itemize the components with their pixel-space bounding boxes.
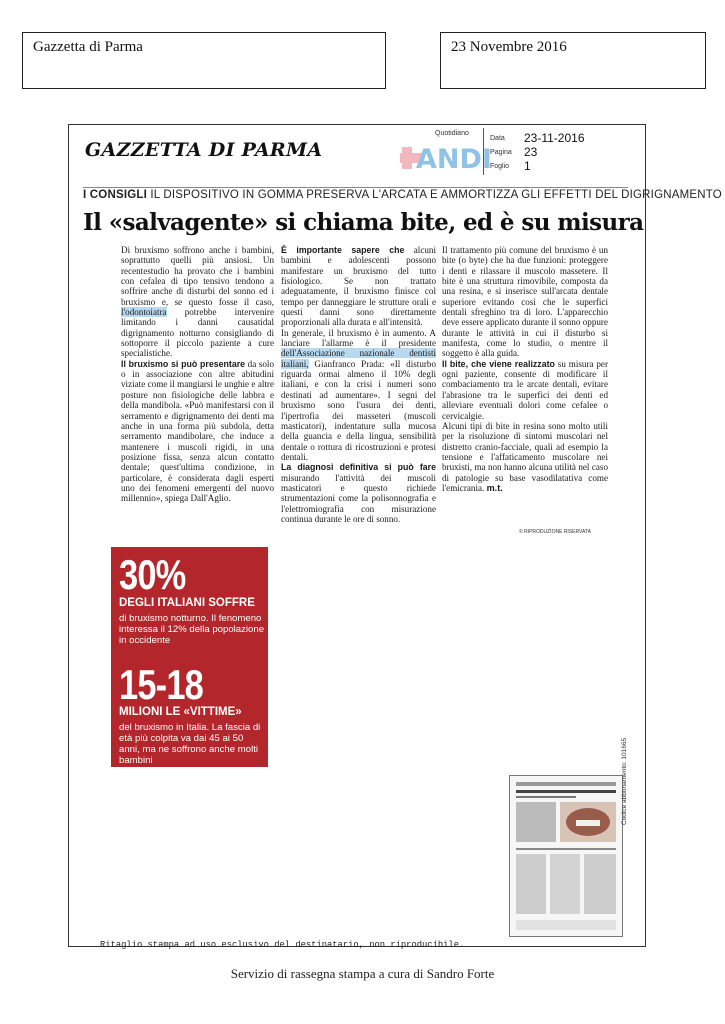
press-clipping: [68, 124, 722, 947]
text: In generale, il bruxismo è in aumento. A lanciare l'allarme è il presidente: [281, 327, 436, 349]
topic-line: [83, 189, 722, 201]
meta-data-label: Data: [490, 135, 505, 142]
text: Il trattamento più comune del bruxismo è un bite (o byte) che ha due funzioni: proteggere i denti e rilassare il muscolo massetere. Il bite è una struttura rimovibile, composta da una resina, e si inserisce sull'arcata dentale superiore evitando così che le superfici dentali sfreghino tra di loro. L'apparecchio deve essere applicato durante il sonno oppure durante le attività in cui il disturbo si manifesta, come lo studio, o mentre il soggetto è alla guida.: [442, 245, 608, 359]
stat-description: del bruxismo in Italia. La fascia di età più colpita va dai 45 ai 50 anni, ma ne soffrono anche molti bambini: [119, 722, 261, 766]
text: Alcuni tipi di bite in resina sono molto utili per la risoluzione di sintomi muscolari nel distretto cranio-facciale, quali ad esempio la tensione e l'affaticamento muscolare nei bruxisti, ma non hanno alcuna utilità nel caso di patologie su base vasodilatativa come l'emicrania.: [442, 420, 608, 493]
meta-pagina-label: Pagina: [490, 149, 512, 156]
signature: m.t.: [486, 482, 503, 493]
text: Di bruxismo soffrono anche i bambini, soprattutto quelli più ansiosi. Un recentestudio ha provato che i bambini con cefalea di tipo tensivo tendono a soffrire anche di disturbi del sonno ed i bruxismo e, se questo fosse il caso,: [121, 245, 274, 307]
paragraph-lead: Il bruxismo si può presentare: [121, 358, 246, 369]
thumb-col-a: [516, 854, 546, 914]
footer-credit: Servizio di rassegna stampa a cura di Sandro Forte: [230, 966, 495, 981]
text: potrebbe intervenire limitando i danni causatidal digrignamento notturno consigliando di sottoporre il piccolo paziente a cure specialistiche.: [121, 307, 274, 359]
meta-box: [483, 128, 634, 175]
stat-number: 15-18: [119, 661, 203, 708]
thumb-masthead: [516, 782, 616, 786]
paragraph: [281, 328, 436, 462]
stat-description: di bruxismo notturno. Il fenomeno interessa il 12% della popolazione in occidente: [119, 613, 265, 646]
paragraph: [442, 359, 608, 421]
topic-lead: I CONSIGLI: [83, 189, 147, 201]
page-thumbnail: [509, 775, 623, 937]
meta-pagina-value: 23: [524, 145, 538, 159]
paragraph: [121, 245, 274, 359]
text: alcuni bambini e adolescenti possono manifestare un bruxismo del tutto fisiologico. Se non trattato adeguatamente, il bruxismo finisce col tempo per danneggiare le strutture orali e questi danni sono direttamente proporzionali alla durata e all'intensità.: [281, 245, 436, 328]
subscription-code: Codice abbonamento: 101665: [621, 737, 628, 825]
quotidiano-label: Quotidiano: [435, 130, 469, 137]
thumb-subhead: [516, 796, 576, 798]
highlight: l'odontoiatra: [121, 307, 167, 318]
meta-foglio-value: 1: [524, 159, 531, 173]
thumb-headline: [516, 790, 616, 793]
highlight: dell'Associazione nazionale dentisti italiani,: [281, 348, 436, 369]
paragraph-lead: È importante sapere che: [281, 245, 405, 255]
topic-divider: [83, 187, 628, 188]
text: da solo o in associazione con altre abitudini viziate come il mangiarsi le unghie e altre posture non fisiologiche delle labbra e della mandibola. «Può manifestarsi con il serramento e digrignamento dei denti ma anche in una forma più subdola, detta serramento mandibolare, che induce a mantenere i muscoli rigidi, in una posizione fissa, senza alcun contatto dentale; quest'ultima condizione, in particolare, è considerata dagli esperti uno dei fenomeni emergenti del nuovo millennio», spiega Dall'Aglio.: [121, 358, 274, 504]
header-newspaper-box: [22, 32, 386, 89]
meta-foglio-label: Foglio: [490, 163, 510, 170]
article-column-1: [121, 245, 274, 504]
topic-text: IL DISPOSITIVO IN GOMMA PRESERVA L'ARCATA E AMMORTIZZA GLI EFFETTI DEL DIGRIGNAMENTO: [150, 189, 722, 201]
meta-data-value: 23-11-2016: [524, 131, 585, 145]
andi-logo-text: ANDI: [416, 144, 492, 175]
header-date-box: [440, 32, 706, 89]
header-date: 23 Novembre 2016: [451, 39, 567, 55]
paragraph-lead: Il bite, che viene realizzato: [442, 358, 555, 369]
thumb-footer: [516, 920, 616, 930]
stat-number: 30%: [119, 551, 186, 598]
stat-caption: MILIONI LE «VITTIME»: [119, 706, 242, 718]
text: Gianfranco Prada: «Il disturbo riguarda ormai almeno il 10% degli italiani, e con la crisi i numeri sono destinati ad aumentare». I segni del bruxismo sono l'usura dei denti, l'ipertrofia dei masseteri (muscoli masticatori), indentature sulla mucosa della guancia e della lingua, sensibilità dentale o rottura di ricostruzioni e protesi dentali.: [281, 358, 436, 462]
paragraph: [442, 245, 608, 359]
paragraph-lead: La diagnosi definitiva si può fare: [281, 462, 436, 473]
thumb-col-b: [550, 854, 580, 914]
article-column-2: [281, 245, 436, 524]
header-newspaper: Gazzetta di Parma: [33, 39, 143, 55]
stat-caption: DEGLI ITALIANI SOFFRE: [119, 597, 255, 609]
copyright: © RIPRODUZIONE RISERVATA: [519, 529, 591, 535]
text: misurando l'attività dei muscoli masticatori e questo richiede strumentazioni come la polisonnografia e l'elettromiografia con misurazione continua durante le ore di sonno.: [281, 472, 436, 524]
paragraph: [281, 245, 436, 328]
andi-logo: [400, 139, 492, 175]
stat-box-1: [111, 547, 268, 659]
masthead: GAZZETTA DI PARMA: [85, 139, 323, 161]
article-headline: Il «salvagente» si chiama bite, ed è su misura: [83, 209, 644, 236]
thumb-text-block: [516, 802, 556, 842]
stat-box-2: [111, 659, 268, 767]
reproduction-notice: Ritaglio stampa ad uso esclusivo del destinatario, non riproducibile.: [100, 940, 465, 950]
thumb-teeth: [576, 820, 600, 826]
thumb-rule: [516, 848, 616, 850]
article-column-3: [442, 245, 608, 493]
paragraph: [121, 359, 274, 504]
thumb-col-c: [584, 854, 616, 914]
paragraph: [281, 462, 436, 524]
text: su misura per ogni paziente, consente di modificare il combaciamento tra le arcate dentali, evitare l'abrasione tra le superfici dei denti ed alleviare eventuali dolori come cefalee o cervicalgie.: [442, 358, 608, 421]
paragraph: [442, 421, 608, 493]
